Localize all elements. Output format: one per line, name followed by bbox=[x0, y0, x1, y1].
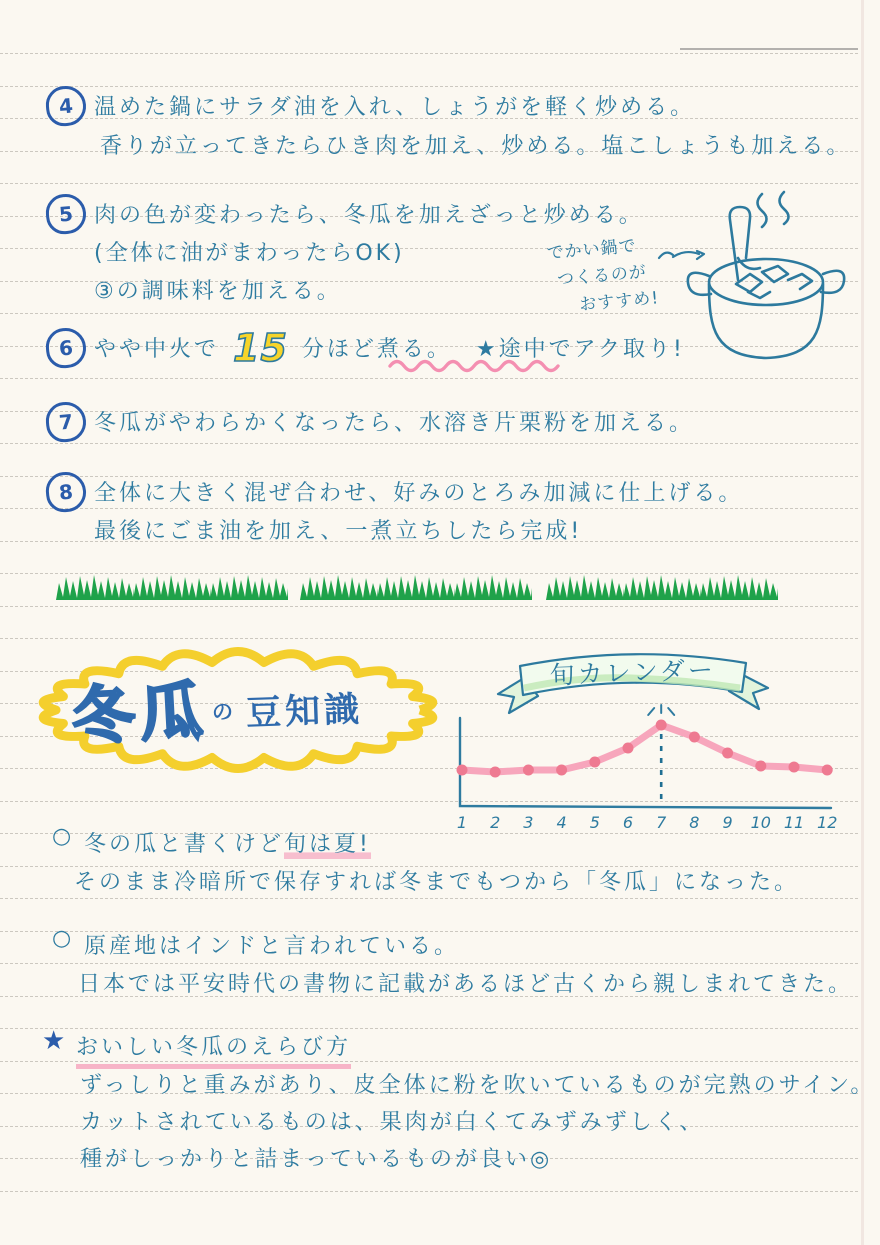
data-point-month-11 bbox=[789, 762, 800, 773]
tips-line1: ずっしりと重みがあり、皮全体に粉を吹いているものが完熟のサイン。 bbox=[80, 1073, 876, 1098]
step8-line2: 最後にごま油を加え、一煮立ちしたら完成! bbox=[94, 519, 583, 544]
step-number-5: 5 bbox=[44, 192, 87, 235]
bubble-title-particle: の bbox=[212, 700, 233, 724]
bullet1-marker: ○ bbox=[52, 824, 75, 849]
data-point-month-5 bbox=[589, 757, 600, 768]
step6-minutes-highlight: 15 bbox=[233, 326, 288, 370]
bullet2-marker: ○ bbox=[52, 926, 75, 951]
data-point-month-7 bbox=[656, 720, 667, 731]
month-label-6: 6 bbox=[622, 813, 634, 832]
step-number-7: 7 bbox=[44, 400, 87, 443]
pot-note-line1: でかい鍋で bbox=[545, 236, 638, 264]
step5-line1: 肉の色が変わったら、冬瓜を加えざっと炒める。 bbox=[94, 203, 644, 228]
pot-side-note bbox=[546, 231, 661, 321]
month-label-9: 9 bbox=[722, 813, 733, 832]
step5-line3: ③の調味料を加える。 bbox=[94, 279, 342, 304]
step4-line2: 香りが立ってきたらひき肉を加え、炒める。塩こしょうも加える。 bbox=[100, 134, 852, 159]
bullet1-line1 bbox=[84, 827, 371, 858]
selection-tips-title-text: おいしい冬瓜のえらび方 bbox=[76, 1035, 351, 1069]
data-point-month-10 bbox=[755, 761, 766, 772]
data-point-month-6 bbox=[623, 743, 634, 754]
month-label-10: 10 bbox=[750, 813, 771, 832]
step6-skim-note: ★途中でアク取り! bbox=[475, 337, 685, 362]
bullet1-line2: そのまま冷暗所で保存すれば冬までもつから「冬瓜」になった。 bbox=[74, 870, 800, 895]
data-point-month-9 bbox=[722, 748, 733, 759]
step6-text-pre: やや中火で bbox=[94, 337, 220, 362]
bullet2-line1: 原産地はインドと言われている。 bbox=[84, 934, 460, 959]
step-number-4: 4 bbox=[44, 84, 87, 127]
step6-text-post: 分ほど煮る。 bbox=[301, 337, 452, 362]
month-label-12: 12 bbox=[817, 813, 838, 832]
season-line bbox=[462, 725, 827, 772]
tips-line3: 種がしっかりと詰まっているものが良い◎ bbox=[80, 1147, 553, 1172]
month-label-7: 7 bbox=[656, 813, 667, 832]
sparkle-icon bbox=[648, 708, 654, 715]
month-label-2: 2 bbox=[490, 813, 501, 832]
banner-label: 旬カレンダー bbox=[549, 655, 717, 690]
bullet1-line1-highlight: 旬は夏! bbox=[284, 832, 371, 860]
month-label-11: 11 bbox=[783, 813, 805, 832]
data-point-month-4 bbox=[556, 765, 567, 776]
data-point-month-3 bbox=[523, 765, 534, 776]
bullet2-line2: 日本では平安時代の書物に記載があるほど古くから親しまれてきた。 bbox=[78, 972, 854, 997]
sparkle-icon bbox=[668, 708, 674, 715]
bubble-title-rest: 豆知識 bbox=[245, 689, 364, 735]
data-point-month-12 bbox=[822, 765, 833, 776]
step4-line1: 温めた鍋にサラダ油を入れ、しょうがを軽く炒める。 bbox=[94, 95, 696, 120]
data-point-month-1 bbox=[457, 765, 468, 776]
selection-tips-title bbox=[76, 1030, 351, 1061]
step6-line bbox=[94, 326, 685, 370]
pot-note-line3: おすすめ! bbox=[578, 288, 660, 316]
data-point-month-8 bbox=[689, 732, 700, 743]
month-label-3: 3 bbox=[523, 813, 534, 832]
bubble-title-main: 冬瓜 bbox=[70, 673, 211, 754]
month-label-4: 4 bbox=[556, 813, 567, 832]
month-label-5: 5 bbox=[589, 813, 600, 832]
month-label-8: 8 bbox=[689, 813, 700, 832]
data-point-month-2 bbox=[490, 767, 501, 778]
month-label-1: 1 bbox=[456, 813, 468, 832]
step-number-8: 8 bbox=[44, 470, 87, 513]
step8-line1: 全体に大きく混ぜ合わせ、好みのとろみ加減に仕上げる。 bbox=[94, 481, 744, 506]
step-number-6: 6 bbox=[44, 326, 87, 369]
step5-line2: (全体に油がまわったらOK) bbox=[94, 241, 405, 266]
step7-line1: 冬瓜がやわらかくなったら、水溶き片栗粉を加える。 bbox=[94, 411, 695, 436]
bullet1-line1-prefix: 冬の瓜と書くけど bbox=[84, 832, 285, 857]
pot-note-line2: つくるのが bbox=[556, 262, 648, 290]
star-icon: ★ bbox=[42, 1026, 66, 1056]
tips-line2: カットされているものは、果肉が白くてみずみずしく、 bbox=[80, 1110, 705, 1135]
